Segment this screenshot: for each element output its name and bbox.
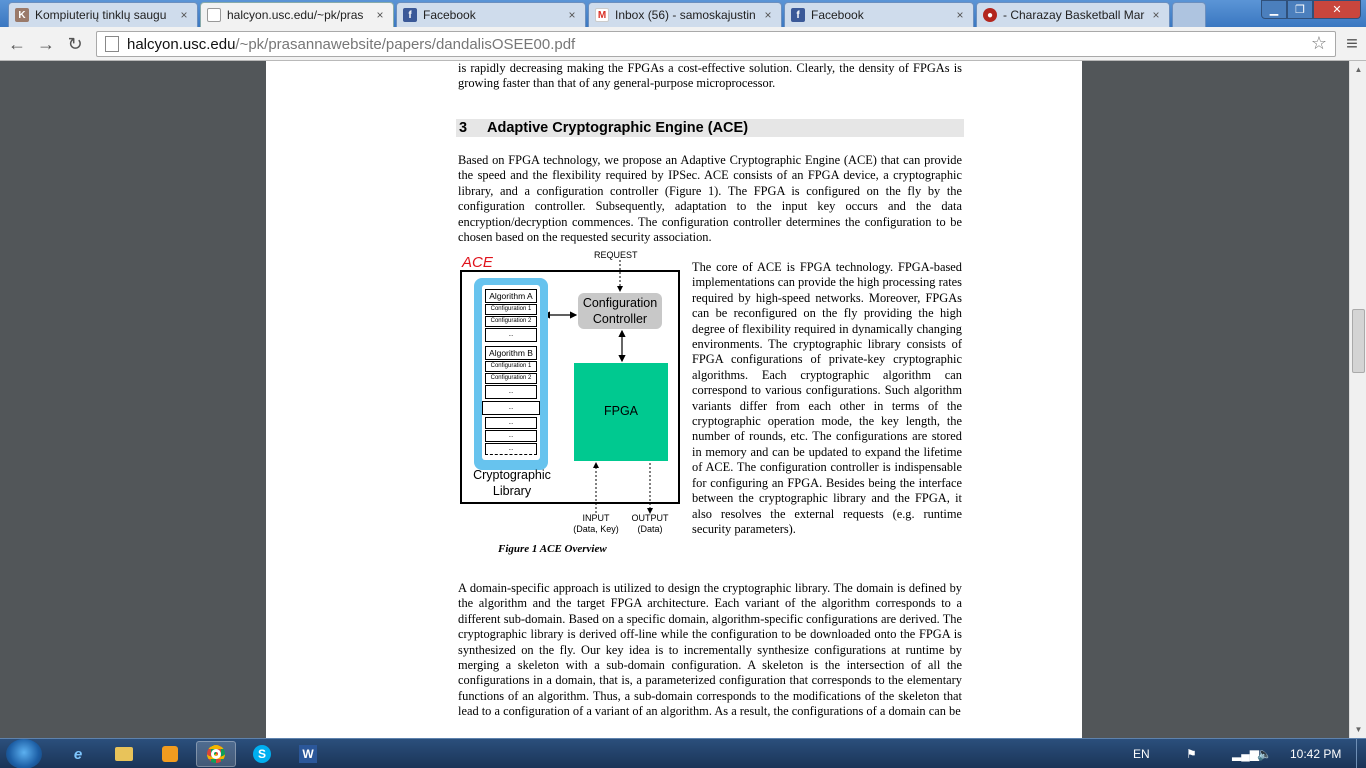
- tab-title: halcyon.usc.edu/~pk/pras: [227, 8, 364, 22]
- input-label-line2: (Data, Key): [573, 524, 619, 534]
- controller-label-line2: Controller: [592, 312, 648, 326]
- page-icon: [105, 36, 119, 52]
- tab-facebook-2[interactable]: [784, 2, 974, 27]
- library-label: [466, 467, 558, 499]
- tab-close-icon[interactable]: ×: [180, 8, 188, 22]
- library-label-line1: Cryptographic: [473, 468, 551, 482]
- output-label: [624, 513, 676, 535]
- paragraph-2: The core of ACE is FPGA technology. FPGA-based implementations can provide the high processing rates required by high-speed networks. Moreover, FPGAs can be reconfigured on the fly providing the high degree of flexibility required in dynamically changing environments. The cryptographic library consists of FPGA configurations of private-key cryptographic algorithms. Each cryptographic algorithm can correspond to various configurations. Such algorithm variants differ from each other in terms of the cryptographic operation mode, the key length, the number of rounds, etc. The configurations are stored in memory and can be updated to expand the lifetime of ACE. The configuration controller is indispensable for configuring an FPGA. Besides being the interface between the cryptographic library and the FPGA, it also resolves the external requests (e.g. runtime security parameters).: [692, 260, 962, 536]
- tab-charazay[interactable]: [976, 2, 1170, 27]
- tab-halcyon-active[interactable]: [200, 2, 394, 27]
- tab-strip: [0, 0, 1366, 27]
- tab-close-icon[interactable]: ×: [956, 8, 964, 22]
- tab-close-icon[interactable]: ×: [376, 8, 384, 22]
- browser-toolbar: [0, 27, 1366, 61]
- volume-icon[interactable]: 🔈: [1257, 747, 1272, 761]
- input-label-line1: INPUT: [582, 513, 610, 523]
- figure-caption: Figure 1 ACE Overview: [498, 543, 607, 555]
- basketball-icon: ●: [983, 8, 997, 22]
- controller-label-line1: Configuration: [582, 296, 658, 310]
- skype-icon[interactable]: S: [242, 741, 282, 767]
- tab-title: Facebook: [423, 8, 476, 22]
- flag-icon[interactable]: ⚑: [1186, 747, 1197, 761]
- config-a1-cell: Configuration 1: [485, 304, 537, 315]
- new-tab-button[interactable]: [1172, 2, 1206, 27]
- config-b2-cell: Configuration 2: [485, 373, 537, 384]
- gmail-icon: M: [595, 8, 609, 22]
- section-heading: [456, 119, 964, 137]
- output-label-line2: (Data): [637, 524, 663, 534]
- tab-facebook-1[interactable]: [396, 2, 586, 27]
- close-button[interactable]: ✕: [1313, 0, 1361, 19]
- algorithm-a-cell: Algorithm A: [485, 289, 537, 303]
- ellipsis-cell: ...: [482, 401, 540, 415]
- start-button[interactable]: [6, 739, 42, 768]
- scrollbar-thumb[interactable]: [1352, 309, 1365, 373]
- show-desktop-button[interactable]: [1356, 739, 1366, 768]
- facebook-icon: f: [791, 8, 805, 22]
- facebook-icon: f: [403, 8, 417, 22]
- back-button[interactable]: ←: [8, 33, 26, 54]
- document-icon: [207, 8, 221, 22]
- menu-button[interactable]: ≡: [1346, 32, 1358, 55]
- tab-gmail-inbox[interactable]: [588, 2, 782, 27]
- fpga-box: FPGA: [574, 363, 668, 461]
- output-label-line1: OUTPUT: [631, 513, 669, 523]
- scroll-up-icon[interactable]: ▲: [1354, 65, 1363, 74]
- pdf-viewer: [0, 61, 1349, 738]
- media-icon[interactable]: [150, 741, 190, 767]
- config-a2-cell: Configuration 2: [485, 316, 537, 327]
- ellipsis-cell: ...: [485, 417, 537, 429]
- scroll-down-icon[interactable]: ▼: [1354, 725, 1363, 734]
- paragraph-top: is rapidly decreasing making the FPGAs a cost-effective solution. Clearly, the density of FPGAs is growing faster than that of any general-purpose microprocessor.: [458, 61, 962, 91]
- tab-close-icon[interactable]: ×: [568, 8, 576, 22]
- ellipsis-cell: ...: [485, 385, 537, 399]
- network-icon[interactable]: ▂▄▆: [1232, 747, 1259, 761]
- tab-close-icon[interactable]: ×: [764, 8, 772, 22]
- url-path: /~pk/prasannawebsite/papers/dandalisOSEE00.pdf: [235, 35, 576, 53]
- pdf-page: [266, 61, 1082, 738]
- maximize-button[interactable]: ❐: [1287, 0, 1313, 19]
- configuration-controller-box: [578, 293, 662, 329]
- url-host: halcyon.usc.edu: [127, 35, 236, 53]
- ellipsis-cell: ...: [485, 443, 537, 455]
- bookmark-star-icon[interactable]: ☆: [1310, 33, 1327, 53]
- input-label: [568, 513, 624, 535]
- language-indicator[interactable]: EN: [1133, 747, 1150, 761]
- tab-title: - Charazay Basketball Mar: [1003, 8, 1145, 22]
- minimize-button[interactable]: ▁: [1261, 0, 1287, 19]
- library-label-line2: Library: [492, 484, 532, 498]
- word-icon[interactable]: W: [288, 741, 328, 767]
- tab-title: Inbox (56) - samoskajustin: [615, 8, 756, 22]
- forward-button[interactable]: →: [37, 33, 55, 54]
- figure-ace-overview: [458, 247, 688, 557]
- tab-close-icon[interactable]: ×: [1152, 8, 1160, 22]
- explorer-icon[interactable]: [104, 741, 144, 767]
- ie-icon[interactable]: e: [73, 745, 83, 763]
- tab-title: Facebook: [811, 8, 864, 22]
- ellipsis-cell: ...: [485, 328, 537, 342]
- tab-kompiuteriu[interactable]: [8, 2, 198, 27]
- tab-title: Kompiuterių tinklų saugu: [35, 8, 167, 22]
- algorithm-b-cell: Algorithm B: [485, 346, 537, 360]
- clock[interactable]: 10:42 PM: [1290, 747, 1342, 761]
- config-b1-cell: Configuration 1: [485, 361, 537, 372]
- request-label: REQUEST: [594, 250, 638, 260]
- ace-label: ACE: [462, 254, 493, 271]
- windows-taskbar: [0, 738, 1366, 768]
- vertical-scrollbar[interactable]: [1349, 61, 1366, 738]
- address-bar[interactable]: [96, 31, 1336, 57]
- ellipsis-cell: ...: [485, 430, 537, 442]
- section-number: 3: [459, 120, 468, 136]
- reload-button[interactable]: ↻: [67, 33, 83, 54]
- chrome-icon[interactable]: [196, 741, 236, 767]
- page-favicon-icon: K: [15, 8, 29, 22]
- paragraph-1: Based on FPGA technology, we propose an Adaptive Cryptographic Engine (ACE) that can provide the speed and the flexibility required by IPSec. ACE consists of an FPGA device, a cryptographic library, and a configuration controller (Figure 1). The FPGA is configured on the fly by the configuration controller. Subsequently, adaptation to the input key occurs and the data encryption/decryption commences. The configuration controller determines the configuration to be chosen based on the requested security association.: [458, 153, 962, 245]
- paragraph-3: A domain-specific approach is utilized to design the cryptographic library. The domain is defined by the algorithm and the target FPGA architecture. Each variant of the algorithm corresponds to a different sub-domain. Based on a specific domain, algorithm-specific configurations are derived. The cryptographic library is derived off-line while the configuration to be downloaded onto the FPGA is synthesized on the fly. Our key idea is to incrementally synthesize configurations at runtime by merging a skeleton with a sub-domain configuration. A skeleton is the intersection of all the configurations in a domain, that is, a parameterized configuration that corresponds to the elementary functions of an algorithm. Thus, a sub-domain corresponds to the modifications of the skeleton that lead to a configuration of a variant of an algorithm. As a result, the configurations of a domain can be: [458, 581, 962, 719]
- section-title: Adaptive Cryptographic Engine (ACE): [487, 120, 749, 136]
